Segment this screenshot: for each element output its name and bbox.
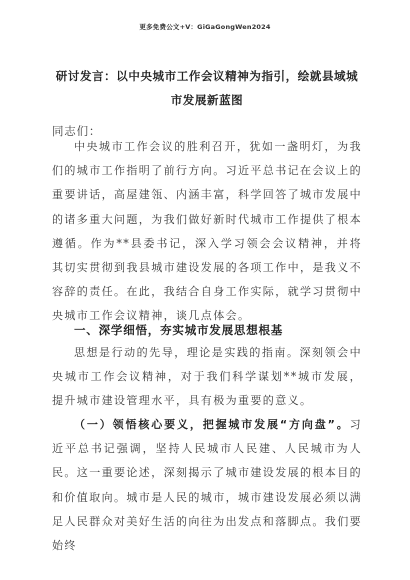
paragraph-section-1: 思想是行动的先导，理论是实践的指南。深刻领会中央城市工作会议精神，对于我们科学谋划**城市发展，提升城市建设管理水平，具有极为重要的意义。 — [52, 346, 362, 408]
subsection-heading-1: （一）领悟核心要义，把握城市发展“方向盘”。 — [74, 418, 350, 431]
section-heading-1: 一、深学细悟，夯实城市发展思想根基 — [74, 323, 284, 337]
document-title: 研讨发言：以中央城市工作会议精神为指引，绘就县域城市发展新蓝图 — [55, 69, 359, 107]
header-watermark: 更多免费公文+V：GiGaGongWen2024 — [139, 23, 271, 31]
paragraph-intro: 中央城市工作会议的胜利召开，犹如一盏明灯，为我们的城市工作指明了前行方向。习近平总书记在会议上的重要讲话，高屋建瓴、内涵丰富，科学回答了城市发展中的诸多重大问题，为我们做好新时代城市工作提供了根本遵循。作为**县委书记，深入学习领会会议精神，并将其切实贯彻到我县城市建设发展的各项工作中，是我义不容辞的责任。在此，我结合自身工作实际，就学习贯彻中央城市工作会议精神，谈几点体会。 — [52, 140, 362, 323]
greeting: 同志们： — [52, 124, 102, 138]
subsection-body-1: 习近平总书记强调，坚持人民城市人民建、人民城市为人民。这一重要论述，深刻揭示了城市建设发展的根本目的和价值取向。城市是人民的城市，城市建设发展必须以满足人民群众对美好生活的向往为出发点和落脚点。我们要始终 — [52, 418, 362, 553]
paragraph-subsection-1 — [52, 413, 362, 558]
